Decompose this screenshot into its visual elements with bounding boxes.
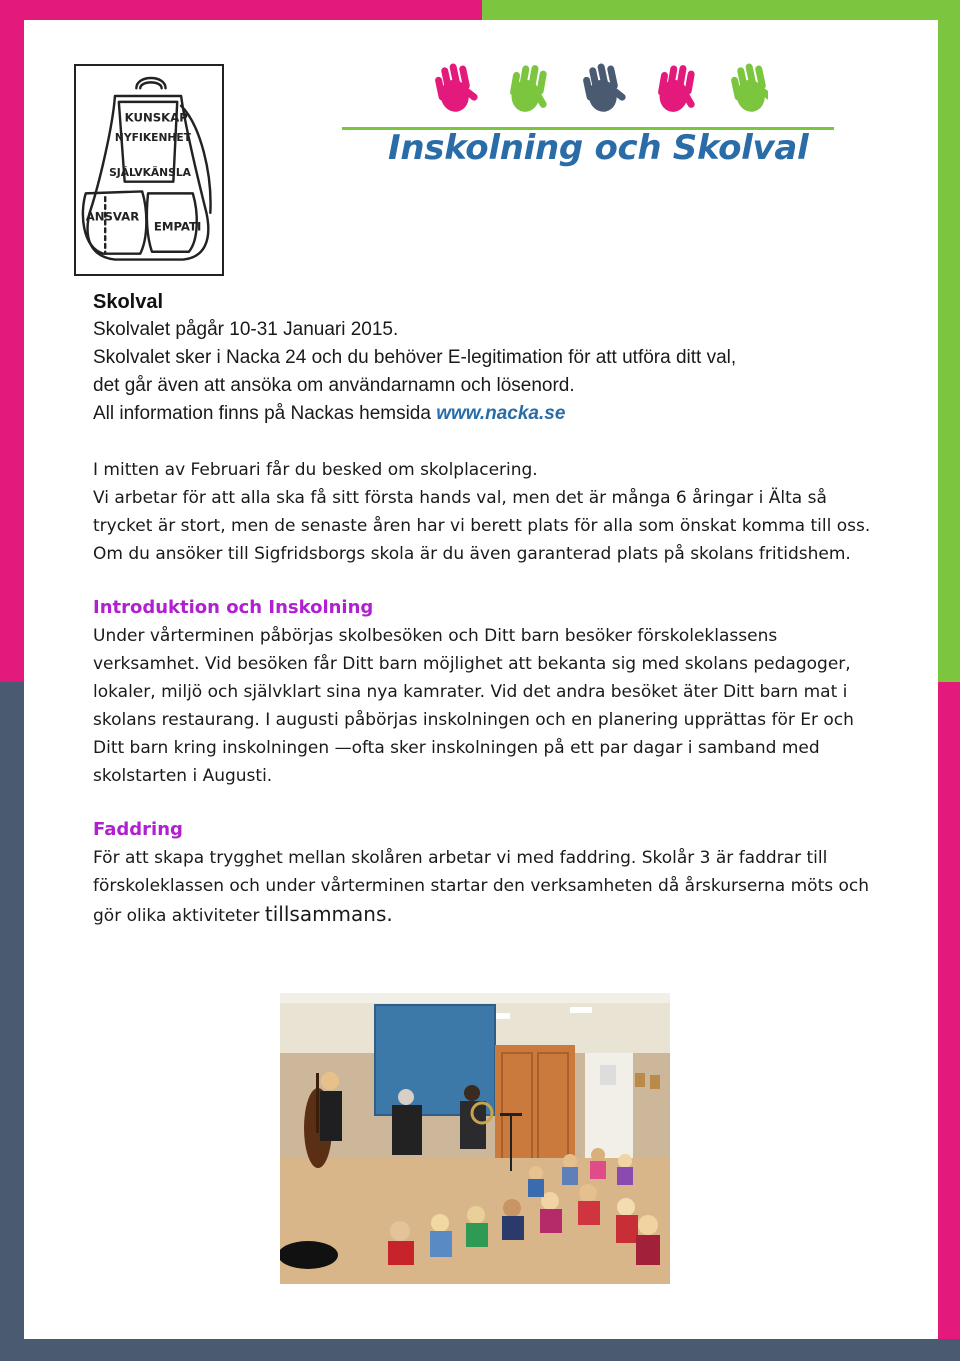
- handprint-icon: [728, 60, 768, 115]
- backpack-logo: [74, 64, 224, 276]
- handprint-icon: [507, 62, 554, 116]
- faddring-body: [93, 844, 883, 930]
- backpack-icon: [76, 66, 222, 274]
- border-right-green: [938, 0, 960, 682]
- faddring-heading: Faddring: [93, 819, 183, 840]
- logo-word-5: EMPATI: [153, 219, 202, 234]
- handprint-icon: [655, 62, 702, 116]
- intro-heading: Introduktion och Inskolning: [93, 597, 374, 618]
- border-top-green: [482, 0, 960, 20]
- logo-word-3: SJÄLVKÄNSLA: [109, 165, 191, 179]
- skolval-heading: Skolval: [93, 291, 164, 313]
- border-left-pink: [0, 0, 24, 682]
- placement-body: Vi arbetar för att alla ska få sitt första hands val, men det är många 6 åringar i Älta så trycket är stort, men de senaste åren har vi berett plats för alla som önskat komma till oss. Om du ansöker till Sigfridsborgs skola är du även garanterad plats på skolans fritidshem.: [93, 488, 871, 564]
- hand-icons: [418, 50, 768, 120]
- main-content: [93, 288, 883, 930]
- faddring-text: För att skapa trygghet mellan skolåren arbetar vi med faddring. Skolår 3 är faddrar till förskoleklassen och under vårterminen startar den verksamheten då årskurserna möts och gör olika aktiviteter: [93, 848, 870, 926]
- concert-photo-image: [280, 993, 670, 1284]
- border-bottom-slate: [0, 1339, 960, 1361]
- handprints-decoration: [418, 50, 768, 120]
- logo-word-2: NYFIKENHET: [114, 130, 191, 144]
- border-right-pink: [938, 682, 960, 1361]
- skolval-line-1: Skolvalet pågår 10-31 Januari 2015.: [93, 319, 399, 340]
- skolval-line-3: det går även att ansöka om användarnamn och lösenord.: [93, 375, 575, 396]
- intro-body: Under vårterminen påbörjas skolbesöken och Ditt barn besöker förskoleklassens verksamhet. Vid besöken får Ditt barn möjlighet att bekanta sig med skolans pedagoger, lokaler, miljö och självklart sina nya kamrater. Vid det andra besöket äter Ditt barn mat i skolans restaurang. I augusti påbörjas inskolningen och en planering upprättas för Er och Ditt barn kring inskolningen —ofta sker inskolningen på ett par dagar i samband med skolstarten i Augusti.: [93, 626, 854, 786]
- border-left-slate: [0, 682, 24, 1361]
- handprint-icon: [432, 60, 481, 115]
- logo-word-4: ANSVAR: [85, 209, 140, 224]
- info-prefix: All information finns på Nackas hemsida: [93, 403, 437, 424]
- concert-photo: [280, 993, 670, 1284]
- handprint-icon: [580, 60, 629, 115]
- placement-line: I mitten av Februari får du besked om skolplacering.: [93, 460, 538, 480]
- logo-word-1: KUNSKAP: [124, 110, 188, 125]
- nacka-link[interactable]: www.nacka.se: [436, 403, 566, 424]
- border-top-pink: [0, 0, 482, 20]
- skolval-line-2: Skolvalet sker i Nacka 24 och du behöver E-legitimation för att utföra ditt val,: [93, 347, 737, 368]
- page-title: Inskolning och Skolval: [388, 128, 809, 168]
- faddring-last-word: tillsammans.: [264, 902, 393, 926]
- skolval-info-line: [93, 400, 883, 428]
